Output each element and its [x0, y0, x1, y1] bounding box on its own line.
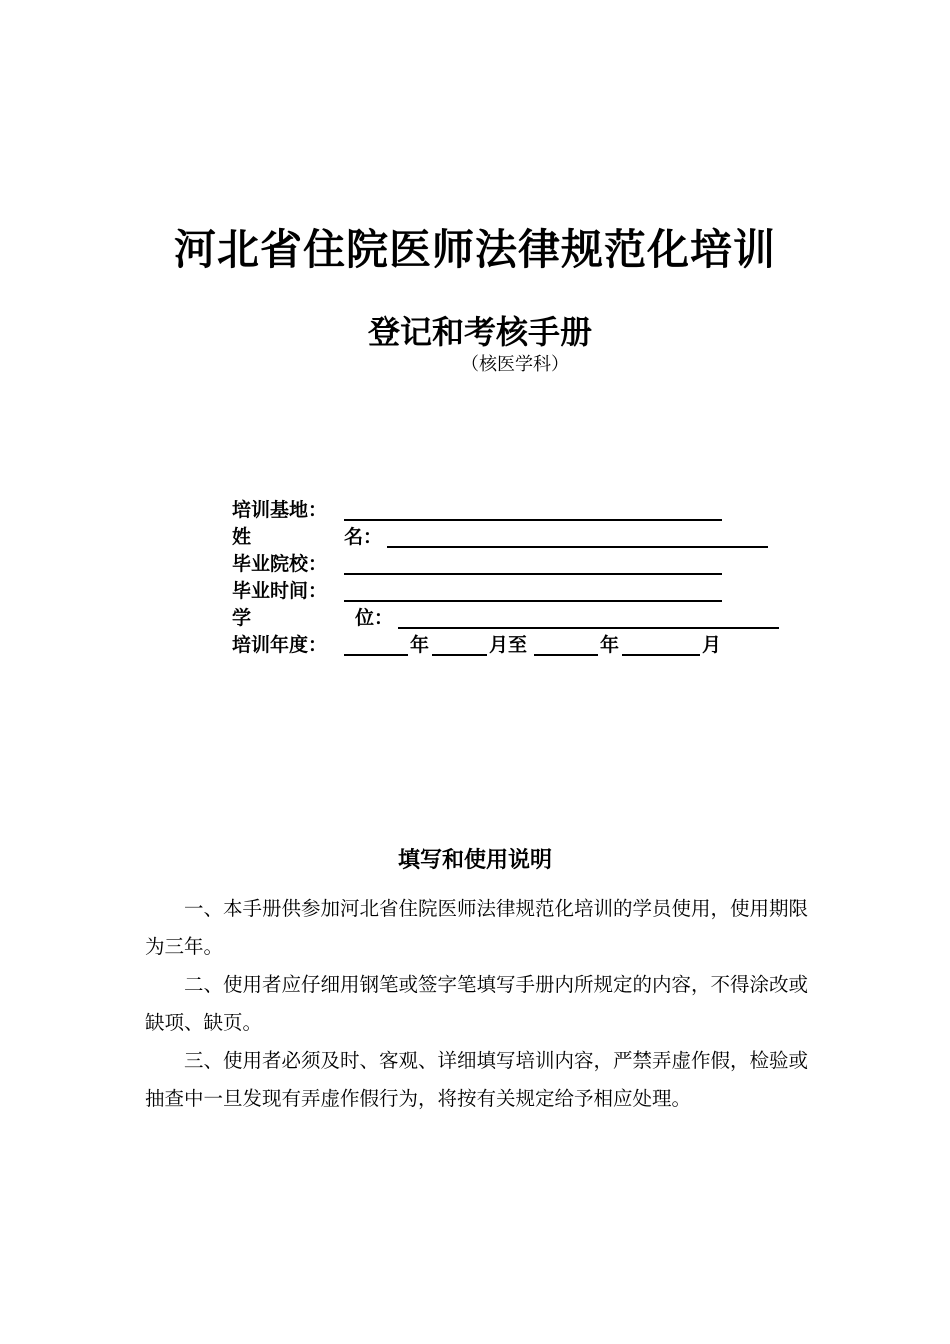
school-row	[232, 551, 732, 578]
name-row	[232, 524, 772, 551]
end-month-unit: 月	[702, 634, 722, 656]
instructions-list	[145, 890, 810, 1118]
degree-row	[232, 605, 792, 632]
school-field[interactable]	[344, 573, 722, 575]
name-field[interactable]	[387, 546, 768, 548]
training-base-field[interactable]	[344, 519, 722, 521]
degree-field[interactable]	[398, 627, 779, 629]
end-month-field[interactable]	[622, 654, 700, 656]
discipline-label: （核医学科）	[461, 354, 569, 375]
document-subtitle: 登记和考核手册	[367, 313, 592, 351]
end-year-field[interactable]	[534, 654, 598, 656]
school-label: 毕业院校：	[232, 553, 328, 575]
start-month-field[interactable]	[432, 654, 487, 656]
name-label-part2: 名：	[344, 526, 383, 548]
start-year-field[interactable]	[344, 654, 408, 656]
start-month-unit: 月至	[489, 634, 528, 656]
training-base-label: 培训基地：	[232, 499, 328, 521]
degree-label-part1: 学	[232, 607, 252, 629]
start-year-unit: 年	[410, 634, 430, 656]
instruction-item: 三、使用者必须及时、客观、详细填写培训内容，严禁弄虚作假，检验或抽查中一旦发现有弄虚作假行为，将按有关规定给予相应处理。	[145, 1049, 809, 1110]
end-year-unit: 年	[600, 634, 620, 656]
graduation-time-field[interactable]	[344, 600, 722, 602]
graduation-time-row	[232, 578, 732, 605]
instruction-item: 一、本手册供参加河北省住院医师法律规范化培训的学员使用，使用期限为三年。	[145, 897, 809, 958]
document-title: 河北省住院医师法律规范化培训	[173, 225, 776, 274]
instructions-title: 填写和使用说明	[397, 848, 552, 873]
training-year-label: 培训年度：	[232, 634, 328, 656]
instruction-item: 二、使用者应仔细用钢笔或签字笔填写手册内所规定的内容，不得涂改或缺项、缺页。	[145, 973, 809, 1034]
training-year-row	[232, 632, 792, 659]
name-label-part1: 姓	[232, 526, 252, 548]
graduation-time-label: 毕业时间：	[232, 580, 328, 602]
degree-label-part2: 位：	[355, 607, 394, 629]
training-base-row	[232, 497, 732, 524]
